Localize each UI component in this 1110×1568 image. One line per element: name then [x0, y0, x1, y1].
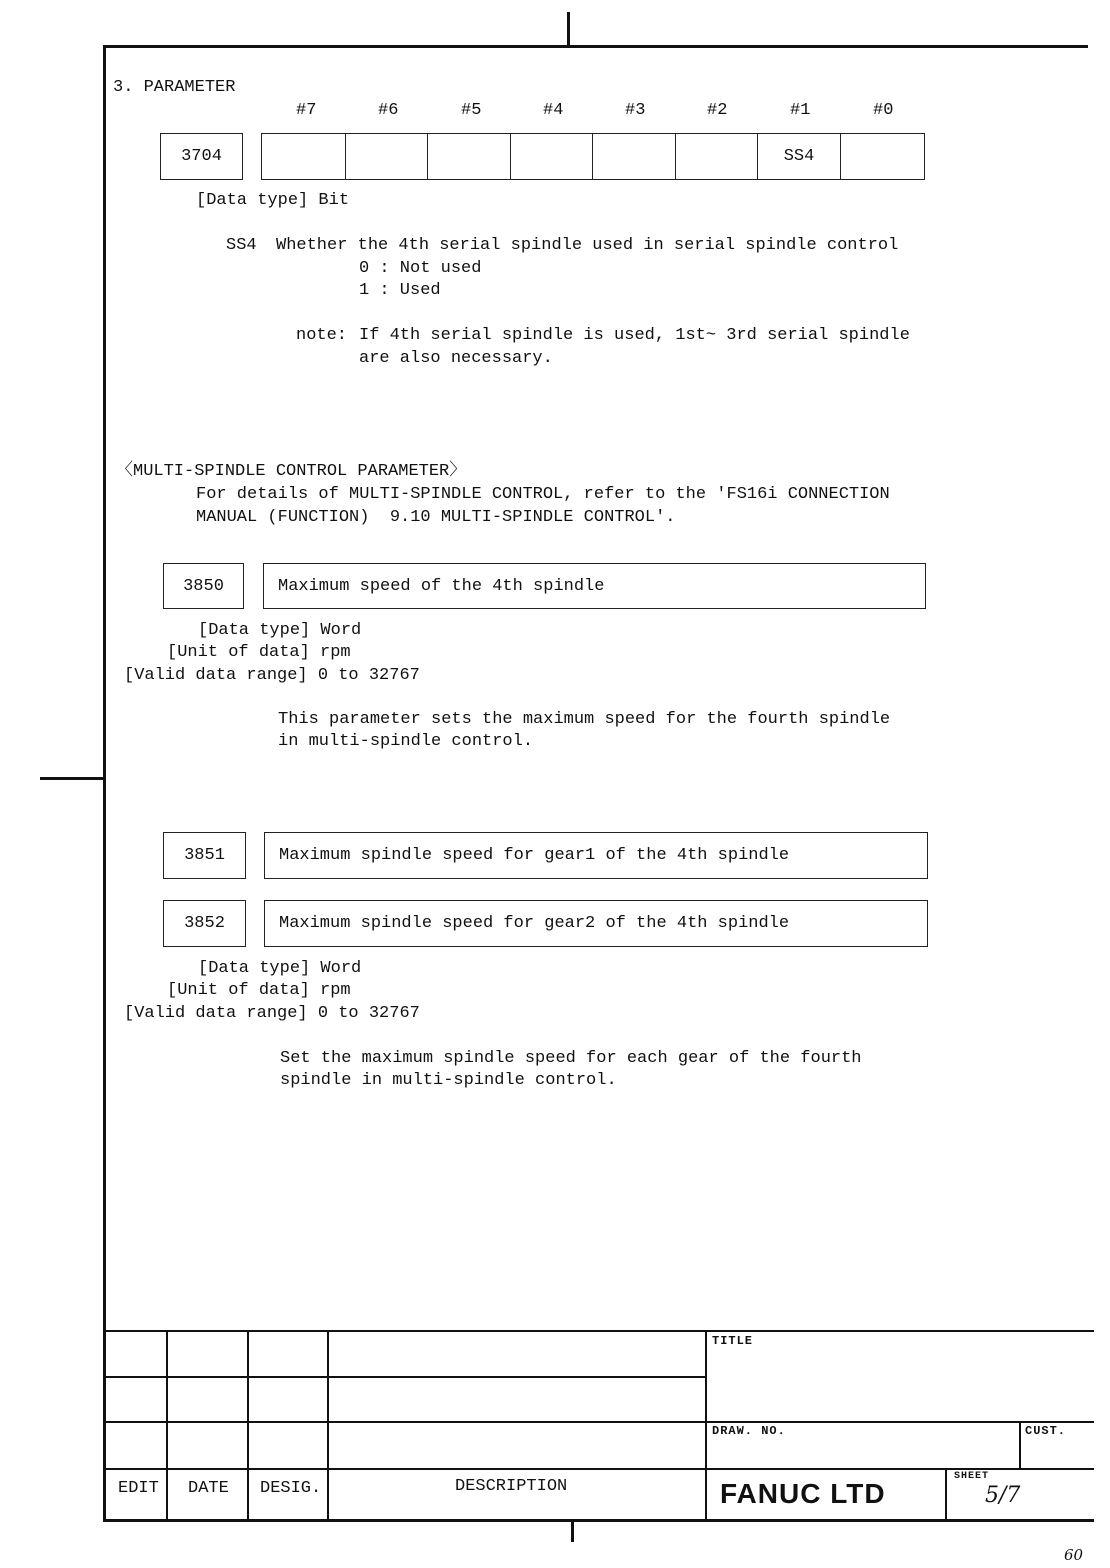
sheet-label: SHEET [954, 1471, 990, 1482]
tb-line [945, 1469, 947, 1520]
cust-label: CUST. [1025, 1424, 1067, 1438]
bit-header: #2 [707, 101, 728, 120]
unit-3852: [Unit of data] rpm [167, 981, 351, 1000]
ss4-description: Whether the 4th serial spindle used in serial spindle control [276, 236, 899, 255]
section-title: 3. PARAMETER [113, 78, 236, 97]
edit-label: EDIT [118, 1479, 159, 1498]
param-number-3852: 3852 [163, 900, 246, 947]
frame-left [103, 45, 106, 1522]
data-type-3850: [Data type] Word [198, 621, 362, 640]
draw-no-label: DRAW. NO. [712, 1424, 786, 1438]
bit-cell-5 [427, 134, 510, 179]
desig-label: DESIG. [260, 1479, 322, 1498]
param-title-text: Maximum speed of the 4th spindle [278, 576, 605, 596]
center-mark-left [40, 777, 104, 780]
desc-3850-2: in multi-spindle control. [278, 732, 534, 751]
frame-top [104, 45, 1088, 48]
desc-3852-2: spindle in multi-spindle control. [280, 1071, 617, 1090]
desc-3850-1: This parameter sets the maximum speed for the fourth spindle [278, 710, 891, 729]
description-label: DESCRIPTION [455, 1477, 568, 1496]
multi-spindle-heading: 〈MULTI-SPINDLE CONTROL PARAMETER〉 [116, 462, 467, 481]
bit-header: #1 [790, 101, 811, 120]
param-number-3851: 3851 [163, 832, 246, 879]
bit-cell-7 [262, 134, 345, 179]
note-label: note: [296, 326, 348, 345]
bit-header: #5 [461, 101, 482, 120]
tb-line [104, 1376, 706, 1378]
bit-cell-6 [345, 134, 427, 179]
bit-cell-4 [510, 134, 592, 179]
bit-header: #6 [378, 101, 399, 120]
date-label: DATE [188, 1479, 229, 1498]
desc-3852-1: Set the maximum spindle speed for each gear of the fourth [280, 1049, 862, 1068]
ss4-label: SS4 [226, 236, 257, 255]
param-number-3850: 3850 [163, 563, 244, 609]
title-label: TITLE [712, 1334, 754, 1348]
bit-header: #0 [873, 101, 894, 120]
note-line-2: are also necessary. [359, 349, 553, 368]
tb-line [247, 1331, 249, 1520]
note-line-1: If 4th serial spindle is used, 1st~ 3rd serial spindle [359, 326, 910, 345]
tb-line [1019, 1422, 1021, 1469]
bit-header: #4 [543, 101, 564, 120]
tb-line [327, 1331, 329, 1520]
tb-line [104, 1330, 1094, 1332]
sheet-value: 5/7 [985, 1483, 1021, 1508]
param-number-3704: 3704 [160, 133, 243, 180]
range-3850: [Valid data range] 0 to 32767 [124, 666, 420, 685]
bit-table-3704 [261, 133, 925, 180]
bit-cell-1: SS4 [757, 134, 840, 179]
unit-3850: [Unit of data] rpm [167, 643, 351, 662]
bit-cell-3 [592, 134, 675, 179]
ss4-option-1: 1 : Used [359, 281, 441, 300]
tb-line [166, 1331, 168, 1520]
range-3852: [Valid data range] 0 to 32767 [124, 1004, 420, 1023]
param-title-3852 [264, 900, 928, 947]
data-type-3852: [Data type] Word [198, 959, 362, 978]
data-type-3704: [Data type] Bit [196, 191, 350, 210]
bit-cell-0 [840, 134, 924, 179]
multi-spindle-ref-1: For details of MULTI-SPINDLE CONTROL, refer to the 'FS16i CONNECTION [196, 485, 890, 504]
param-title-text: Maximum spindle speed for gear1 of the 4th spindle [279, 846, 790, 865]
tb-line [705, 1331, 707, 1520]
multi-spindle-ref-2: MANUAL (FUNCTION) 9.10 MULTI-SPINDLE CONTROL'. [196, 508, 676, 527]
company-name: FANUC LTD [720, 1478, 886, 1509]
center-mark-bottom [571, 1520, 574, 1542]
bit-cell-2 [675, 134, 757, 179]
param-title-3850 [263, 563, 926, 609]
ss4-option-0: 0 : Not used [359, 259, 482, 278]
center-mark-top [567, 12, 570, 46]
param-title-3851 [264, 832, 928, 879]
tb-line [104, 1421, 1094, 1423]
page-mark: 60 [1064, 1546, 1084, 1564]
param-title-text: Maximum spindle speed for gear2 of the 4th spindle [279, 914, 790, 933]
bit-header: #3 [625, 101, 646, 120]
bit-header: #7 [296, 101, 317, 120]
